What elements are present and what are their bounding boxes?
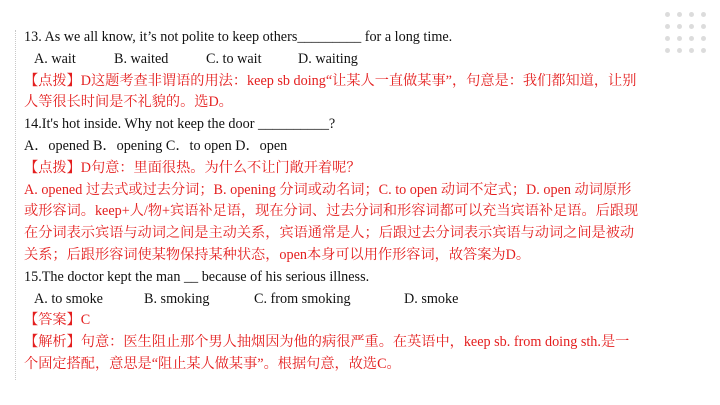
q15-analysis-line-1: 【解析】句意：医生阻止那个男人抽烟因为他的病很严重。在英语中，keep sb. from doing sth.是一: [24, 334, 630, 351]
q13-options: [24, 49, 694, 71]
q15-question: 15.The doctor kept the man __ because of his serious illness.: [24, 268, 370, 285]
q14-hint-line-4: 在分词表示宾语与动词之间是主动关系，宾语通常是人；后跟过去分词表示宾语与动词之间是被动: [24, 225, 635, 242]
q13-option-b: B. waited: [114, 50, 169, 67]
q13-option-a: A. wait: [34, 50, 76, 67]
q14-options: [24, 136, 694, 158]
left-dotted-margin: [15, 30, 17, 380]
q14-option-d: D．open: [235, 137, 288, 154]
q15-option-b: B. smoking: [144, 290, 210, 307]
q15-option-a: A. to smoke: [34, 290, 103, 307]
q14-hint-line-1: 【点拨】D句意：里面很热。为什么不让门敞开着呢？: [24, 159, 361, 176]
q14-option-b: B．opening: [92, 137, 163, 154]
q15-option-c: C. from smoking: [254, 290, 351, 307]
q15-analysis-line-2: 个固定搭配，意思是“阻止某人做某事”。根据句意，故选C。: [24, 355, 401, 372]
q14-option-a: A．opened: [24, 137, 90, 154]
q14-hint-line-3: 或形容词。keep+人/物+宾语补足语，现在分词、过去分词和形容词都可以充当宾语补足语。后跟现: [24, 203, 639, 220]
q13-option-c: C. to wait: [206, 50, 262, 67]
q14-hint-line-5: 关系；后跟形容词使某物保持某种状态，open本身可以用作形容词，故答案为D。: [24, 246, 531, 263]
q14-option-c: C．to open: [165, 137, 232, 154]
q13-question: 13. As we all know, it’s not polite to keep others_________ for a long time.: [24, 29, 453, 45]
q13-hint-line-2: 人等很长时间是不礼貌的。选D。: [24, 94, 233, 111]
q13-option-d: D. waiting: [298, 50, 358, 67]
q15-answer: 【答案】C: [24, 312, 91, 329]
q13-hint-line-1: 【点拨】D这题考查非谓语的用法：keep sb doing“让某人一直做某事”，句意是：我们都知道，让别: [24, 72, 637, 89]
exercise-content: [24, 27, 694, 376]
q14-question: 14.It's hot inside. Why not keep the door __________?: [24, 116, 336, 133]
q15-option-d: D. smoke: [404, 290, 459, 307]
q14-hint-line-2: A. opened 过去式或过去分词；B. opening 分词或动名词；C. to open 动词不定式；D. open 动词原形: [24, 181, 632, 198]
q15-options: [24, 289, 694, 311]
